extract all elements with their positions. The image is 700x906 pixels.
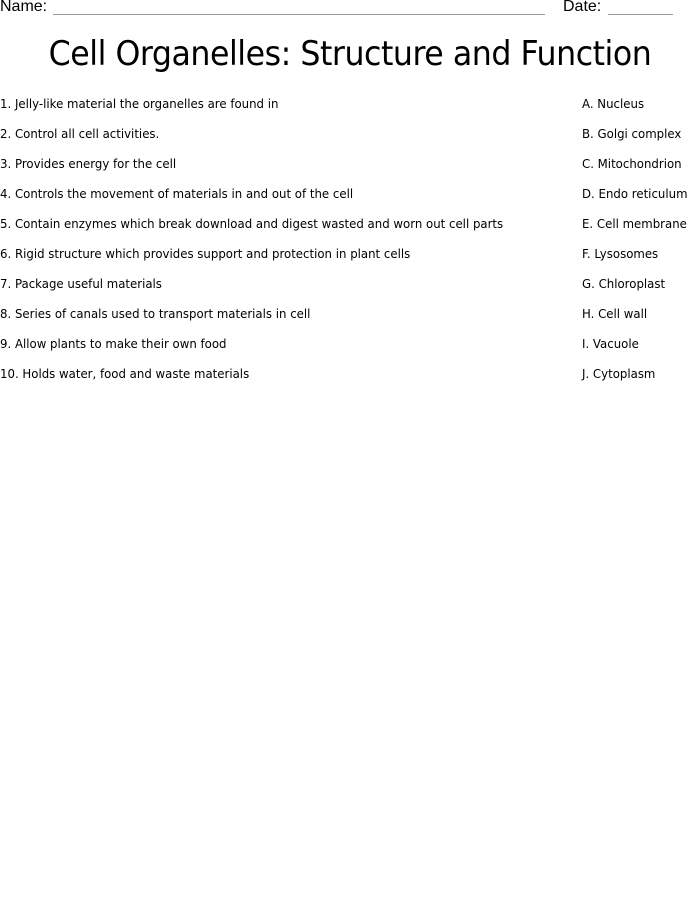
answer-item: F. Lysosomes xyxy=(582,246,659,261)
name-label: Name: xyxy=(0,0,48,15)
question-item: 4. Controls the movement of materials in and out of the cell xyxy=(0,186,354,201)
question-item: 3. Provides energy for the cell xyxy=(0,156,177,171)
answer-item: H. Cell wall xyxy=(582,306,648,321)
question-item: 2. Control all cell activities. xyxy=(0,126,160,141)
date-label: Date: xyxy=(563,0,602,15)
worksheet-header xyxy=(0,0,700,18)
answer-list xyxy=(582,96,700,396)
question-item: 8. Series of canals used to transport materials in cell xyxy=(0,306,311,321)
question-item: 5. Contain enzymes which break download and digest wasted and worn out cell parts xyxy=(0,216,504,231)
question-list xyxy=(0,96,560,396)
date-blank-line xyxy=(608,14,673,15)
answer-item: D. Endo reticulum xyxy=(582,186,688,201)
question-item: 9. Allow plants to make their own food xyxy=(0,336,227,351)
answer-item: A. Nucleus xyxy=(582,96,645,111)
answer-item: C. Mitochondrion xyxy=(582,156,682,171)
question-item: 10. Holds water, food and waste materials xyxy=(0,366,250,381)
answer-item: I. Vacuole xyxy=(582,336,639,351)
question-item: 6. Rigid structure which provides support and protection in plant cells xyxy=(0,246,411,261)
answer-item: E. Cell membrane xyxy=(582,216,687,231)
name-blank-line xyxy=(53,14,545,15)
answer-item: G. Chloroplast xyxy=(582,276,666,291)
worksheet-title: Cell Organelles: Structure and Function xyxy=(48,34,652,74)
question-item: 1. Jelly-like material the organelles are found in xyxy=(0,96,279,111)
answer-item: B. Golgi complex xyxy=(582,126,682,141)
question-item: 7. Package useful materials xyxy=(0,276,162,291)
answer-item: J. Cytoplasm xyxy=(582,366,656,381)
